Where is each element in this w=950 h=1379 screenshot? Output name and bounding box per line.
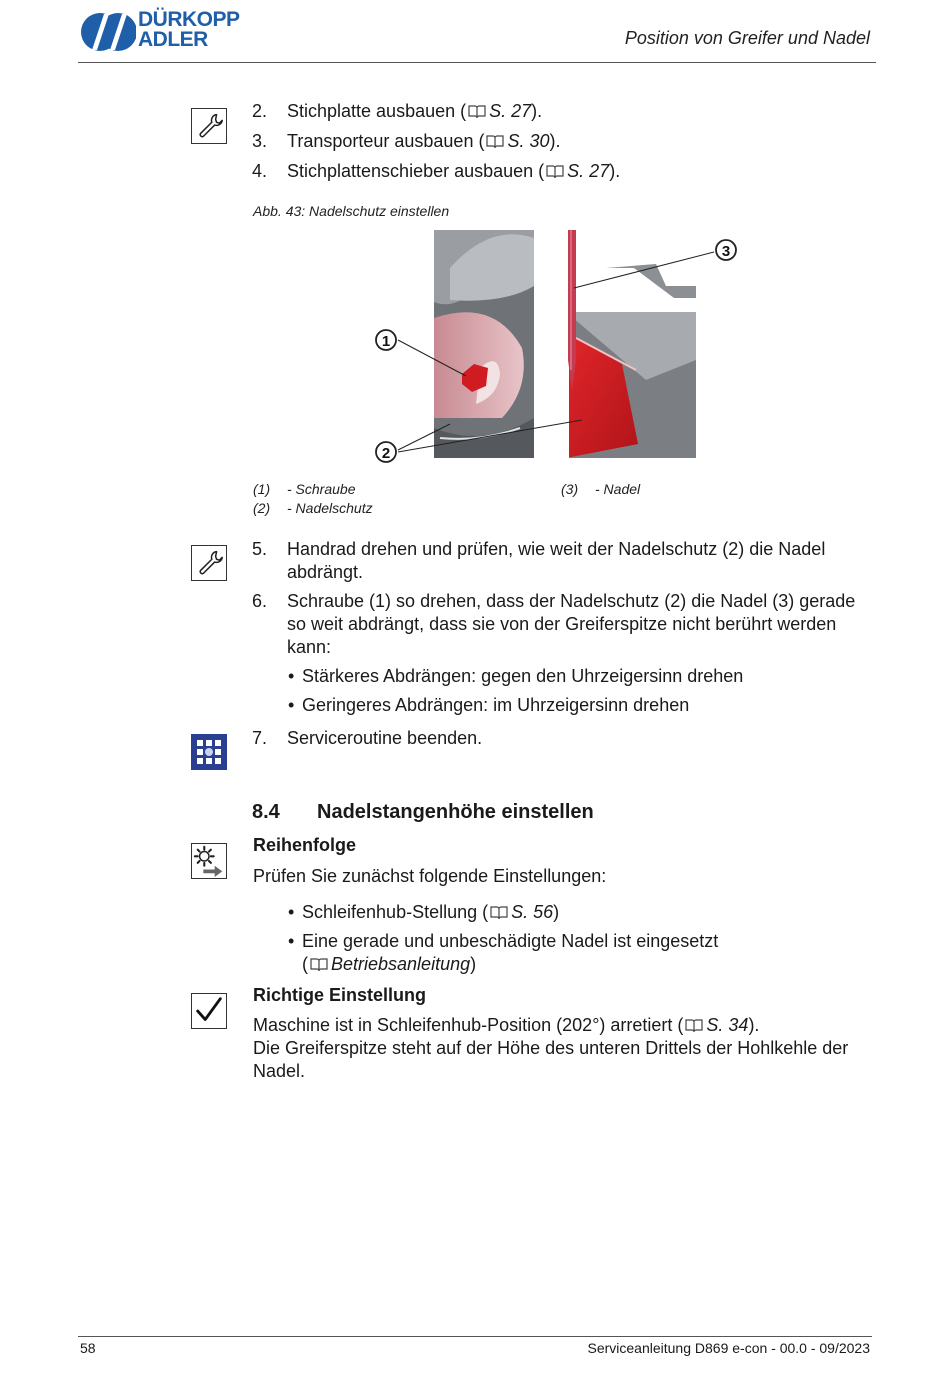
legend-item: (1) - Schraube — [253, 481, 356, 497]
list-item: 3. Transporteur ausbauen ( S. 30). — [252, 131, 561, 151]
header-title: Position von Greifer und Nadel — [624, 28, 870, 48]
callout-label: 1 — [381, 333, 391, 350]
section-title: Nadelstangenhöhe einstellen — [317, 801, 594, 823]
figure-caption: Abb. 43: Nadelschutz einstellen — [253, 203, 450, 219]
gear-sequence-icon — [191, 843, 227, 879]
book-icon — [490, 905, 508, 920]
manual-reference-link[interactable]: Betriebsanleitung — [331, 954, 471, 974]
page-reference-link[interactable]: S. 34 — [706, 1015, 749, 1035]
page-reference-link[interactable]: S. 56 — [511, 902, 554, 922]
footer-divider — [78, 1336, 872, 1337]
brand-line-2: ADLER — [138, 28, 208, 51]
book-icon — [486, 134, 504, 149]
needle-guard-illustration — [370, 228, 740, 464]
list-item: 6. Schraube (1) so drehen, dass der Nadelschutz (2) die Nadel (3) gerade so weit abdrängt, dass sie von der Greiferspitze nicht berührt werden kann: — [252, 591, 856, 657]
list-item: 4. Stichplattenschieber ausbauen ( S. 27). — [252, 161, 621, 181]
bullet-item: • Schleifenhub-Stellung ( S. 56) — [288, 902, 560, 922]
page-number: 58 — [80, 1340, 96, 1356]
brand-line-1: DÜRKOPP — [138, 8, 240, 31]
bullet-item: • Stärkeres Abdrängen: gegen den Uhrzeigersinn drehen — [288, 666, 744, 686]
checkmark-icon — [191, 993, 227, 1029]
legend-item: (2) - Nadelschutz — [253, 500, 373, 516]
bullet-item: • Eine gerade und unbeschädigte Nadel ist eingesetzt ( Betriebsanleitung) — [288, 931, 719, 974]
correct-setting-heading: Richtige Einstellung — [253, 985, 427, 1005]
book-icon — [685, 1018, 703, 1033]
book-icon — [468, 104, 486, 119]
document-id: Serviceanleitung D869 e-con - 00.0 - 09/2023 — [587, 1340, 870, 1356]
service-menu-icon — [191, 734, 227, 770]
brand-logo-mark-icon — [80, 10, 136, 54]
order-intro: Prüfen Sie zunächst folgende Einstellungen: — [253, 866, 607, 886]
callout-label: 2 — [381, 445, 391, 462]
list-item: 5. Handrad drehen und prüfen, wie weit der Nadelschutz (2) die Nadel abdrängt. — [252, 539, 826, 582]
book-icon — [310, 957, 328, 972]
section-number: 8.4 — [252, 801, 280, 823]
list-item: 2. Stichplatte ausbauen ( S. 27). — [252, 101, 543, 121]
figure-needle-guard — [370, 228, 740, 464]
callout-label: 3 — [721, 243, 731, 260]
page-reference-link[interactable]: S. 27 — [567, 161, 610, 181]
list-item: 7. Serviceroutine beenden. — [252, 728, 483, 748]
header-divider — [78, 62, 876, 63]
brand-logo — [80, 10, 270, 54]
page-header — [0, 0, 950, 66]
correct-setting-text: Maschine ist in Schleifenhub-Position (202°) arretiert ( S. 34). Die Greiferspitze steht auf der Höhe des unteren Drittels der Hohlkehle der Nadel. — [253, 1015, 849, 1081]
page-reference-link[interactable]: S. 30 — [507, 131, 550, 151]
order-heading: Reihenfolge — [253, 835, 357, 855]
legend-item: (3) - Nadel — [561, 481, 641, 497]
page-reference-link[interactable]: S. 27 — [489, 101, 532, 121]
wrench-icon — [191, 545, 227, 581]
book-icon — [546, 164, 564, 179]
bullet-item: • Geringeres Abdrängen: im Uhrzeigersinn drehen — [288, 695, 690, 715]
wrench-icon — [191, 108, 227, 144]
